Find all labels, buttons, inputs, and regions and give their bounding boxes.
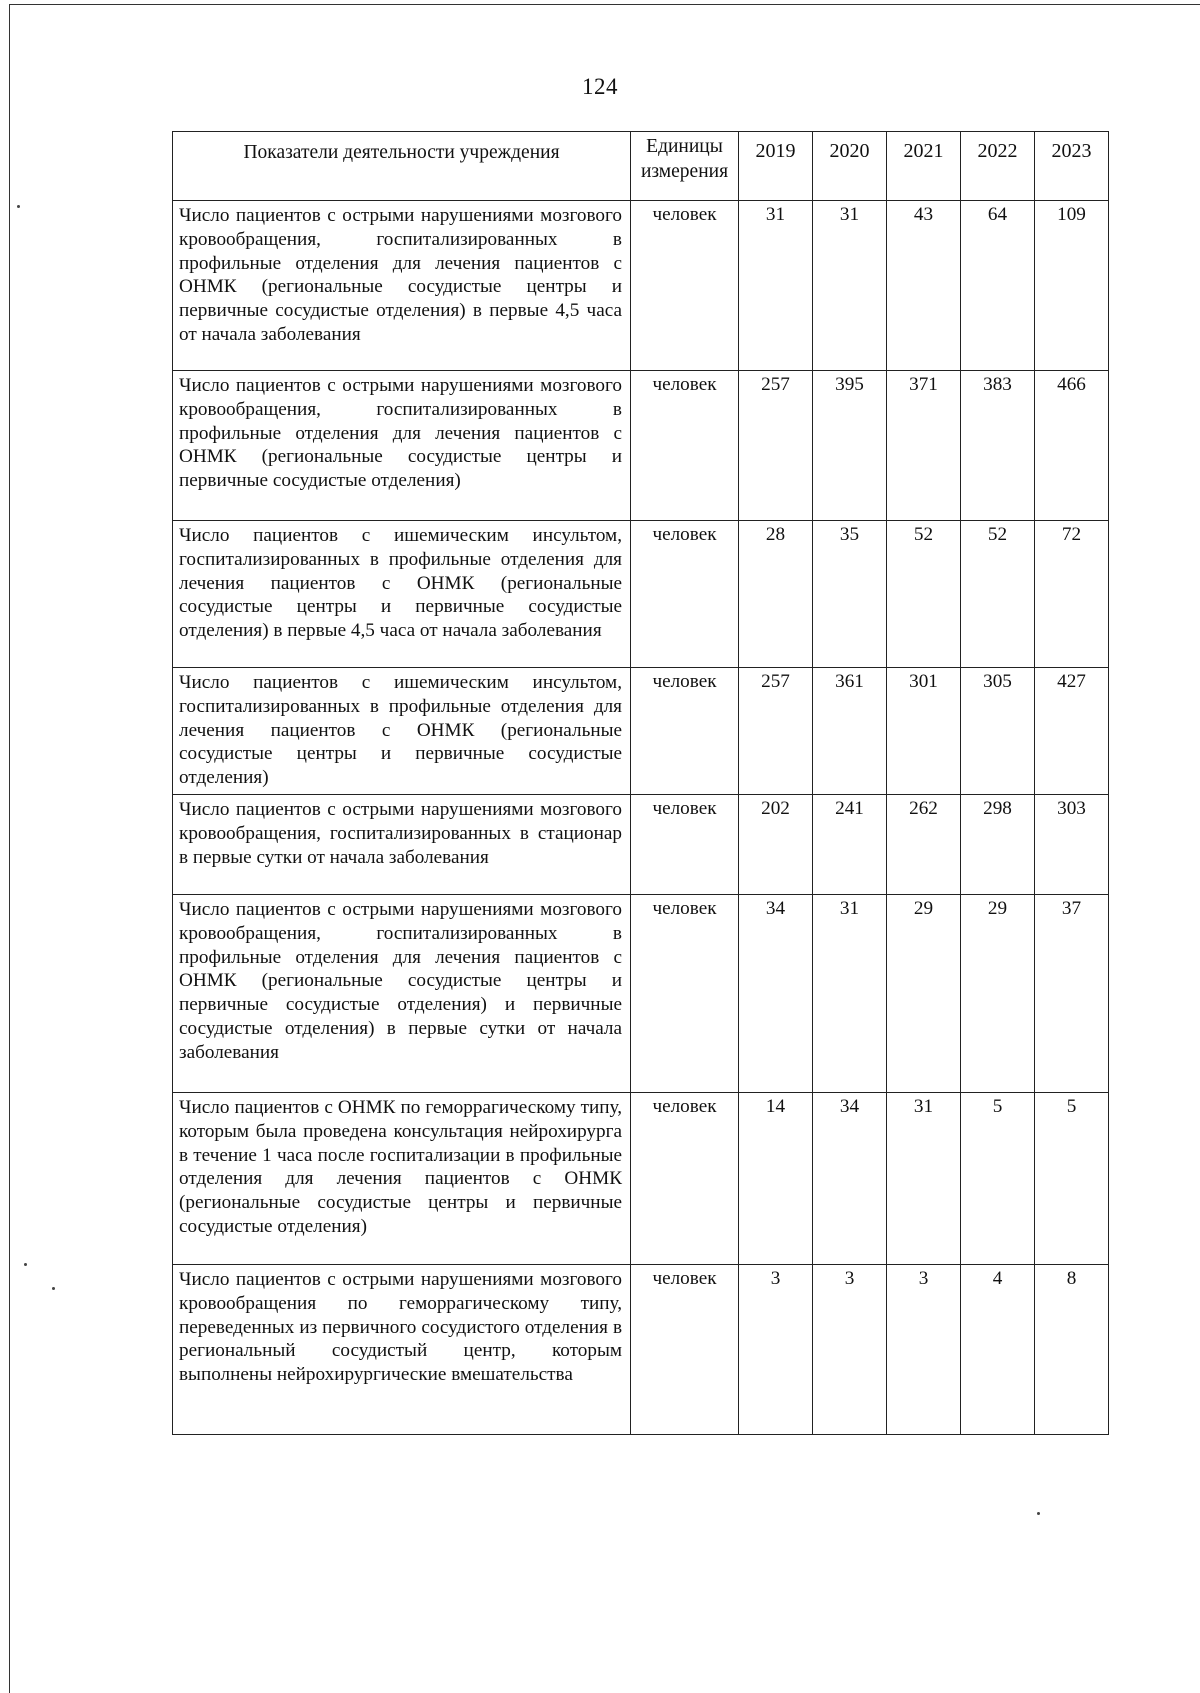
value-cell: 5 [961, 1093, 1035, 1265]
indicator-cell: Число пациентов с острыми нарушениями мозгового кровообращения по геморрагическому типу, переведенных из первичного сосудистого отделения в региональный сосудистый центр, которым выполнены нейрохирургические вмешательства [173, 1265, 631, 1435]
scan-speck [52, 1287, 55, 1290]
indicator-cell: Число пациентов с острыми нарушениями мозгового кровообращения, госпитализированных в профильные отделения для лечения пациентов с ОНМК (региональные сосудистые центры и первичные сосудистые отделения) и первичные сосудистые отделения) в первые сутки от начала заболевания [173, 895, 631, 1093]
value-cell: 4 [961, 1265, 1035, 1435]
value-cell: 371 [887, 371, 961, 521]
indicator-cell: Число пациентов с ишемическим инсультом, госпитализированных в профильные отделения для лечения пациентов с ОНМК (региональные сосудистые центры и первичные сосудистые отделения) в первые 4,5 часа от начала заболевания [173, 521, 631, 668]
value-cell: 241 [813, 795, 887, 895]
unit-cell: человек [631, 201, 739, 371]
page-number: 124 [582, 74, 618, 99]
scan-border-left [9, 4, 10, 1693]
value-cell: 383 [961, 371, 1035, 521]
value-cell: 34 [739, 895, 813, 1093]
scan-speck [1037, 1512, 1040, 1515]
indicator-cell: Число пациентов с острыми нарушениями мозгового кровообращения, госпитализированных в профильные отделения для лечения пациентов с ОНМК (региональные сосудистые центры и первичные сосудистые отделения) в первые 4,5 часа от начала заболевания [173, 201, 631, 371]
unit-cell: человек [631, 371, 739, 521]
indicator-cell: Число пациентов с ОНМК по геморрагическому типу, которым была проведена консультация нейрохирурга в течение 1 часа после госпитализации в профильные отделения для лечения пациентов с ОНМК (региональные сосудистые центры и первичные сосудистые отделения) [173, 1093, 631, 1265]
indicator-cell: Число пациентов с острыми нарушениями мозгового кровообращения, госпитализированных в стационар в первые сутки от начала заболевания [173, 795, 631, 895]
value-cell: 427 [1035, 668, 1109, 795]
value-cell: 3 [813, 1265, 887, 1435]
scan-speck [17, 205, 20, 208]
table-row [173, 201, 1109, 371]
value-cell: 52 [961, 521, 1035, 668]
value-cell: 14 [739, 1093, 813, 1265]
indicator-cell: Число пациентов с острыми нарушениями мозгового кровообращения, госпитализированных в профильные отделения для лечения пациентов с ОНМК (региональные сосудистые центры и первичные сосудистые отделения) [173, 371, 631, 521]
value-cell: 35 [813, 521, 887, 668]
value-cell: 303 [1035, 795, 1109, 895]
header-year: 2020 [813, 132, 887, 201]
header-year: 2022 [961, 132, 1035, 201]
table-row [173, 521, 1109, 668]
header-year: 2023 [1035, 132, 1109, 201]
value-cell: 34 [813, 1093, 887, 1265]
value-cell: 43 [887, 201, 961, 371]
table-row [173, 895, 1109, 1093]
header-indicator: Показатели деятельности учреждения [173, 132, 631, 201]
value-cell: 301 [887, 668, 961, 795]
value-cell: 257 [739, 668, 813, 795]
value-cell: 202 [739, 795, 813, 895]
value-cell: 31 [887, 1093, 961, 1265]
header-year: 2019 [739, 132, 813, 201]
value-cell: 28 [739, 521, 813, 668]
value-cell: 31 [739, 201, 813, 371]
header-unit: Единицы измерения [631, 132, 739, 201]
value-cell: 29 [887, 895, 961, 1093]
header-year: 2021 [887, 132, 961, 201]
value-cell: 72 [1035, 521, 1109, 668]
value-cell: 361 [813, 668, 887, 795]
value-cell: 109 [1035, 201, 1109, 371]
value-cell: 8 [1035, 1265, 1109, 1435]
scan-speck [24, 1263, 27, 1266]
table-row [173, 668, 1109, 795]
value-cell: 31 [813, 201, 887, 371]
header-row [173, 132, 1109, 201]
value-cell: 37 [1035, 895, 1109, 1093]
value-cell: 3 [887, 1265, 961, 1435]
value-cell: 466 [1035, 371, 1109, 521]
value-cell: 31 [813, 895, 887, 1093]
value-cell: 64 [961, 201, 1035, 371]
table-row [173, 371, 1109, 521]
table-row [173, 1265, 1109, 1435]
value-cell: 52 [887, 521, 961, 668]
unit-cell: человек [631, 521, 739, 668]
unit-cell: человек [631, 895, 739, 1093]
indicators-table [172, 131, 1109, 1435]
unit-cell: человек [631, 795, 739, 895]
value-cell: 257 [739, 371, 813, 521]
indicator-cell: Число пациентов с ишемическим инсультом, госпитализированных в профильные отделения для лечения пациентов с ОНМК (региональные сосудистые центры и первичные сосудистые отделения) [173, 668, 631, 795]
table-row [173, 1093, 1109, 1265]
unit-cell: человек [631, 668, 739, 795]
value-cell: 29 [961, 895, 1035, 1093]
unit-cell: человек [631, 1265, 739, 1435]
scan-border-top [10, 4, 1200, 5]
value-cell: 3 [739, 1265, 813, 1435]
unit-cell: человек [631, 1093, 739, 1265]
table-row [173, 795, 1109, 895]
value-cell: 298 [961, 795, 1035, 895]
value-cell: 395 [813, 371, 887, 521]
value-cell: 5 [1035, 1093, 1109, 1265]
value-cell: 262 [887, 795, 961, 895]
value-cell: 305 [961, 668, 1035, 795]
